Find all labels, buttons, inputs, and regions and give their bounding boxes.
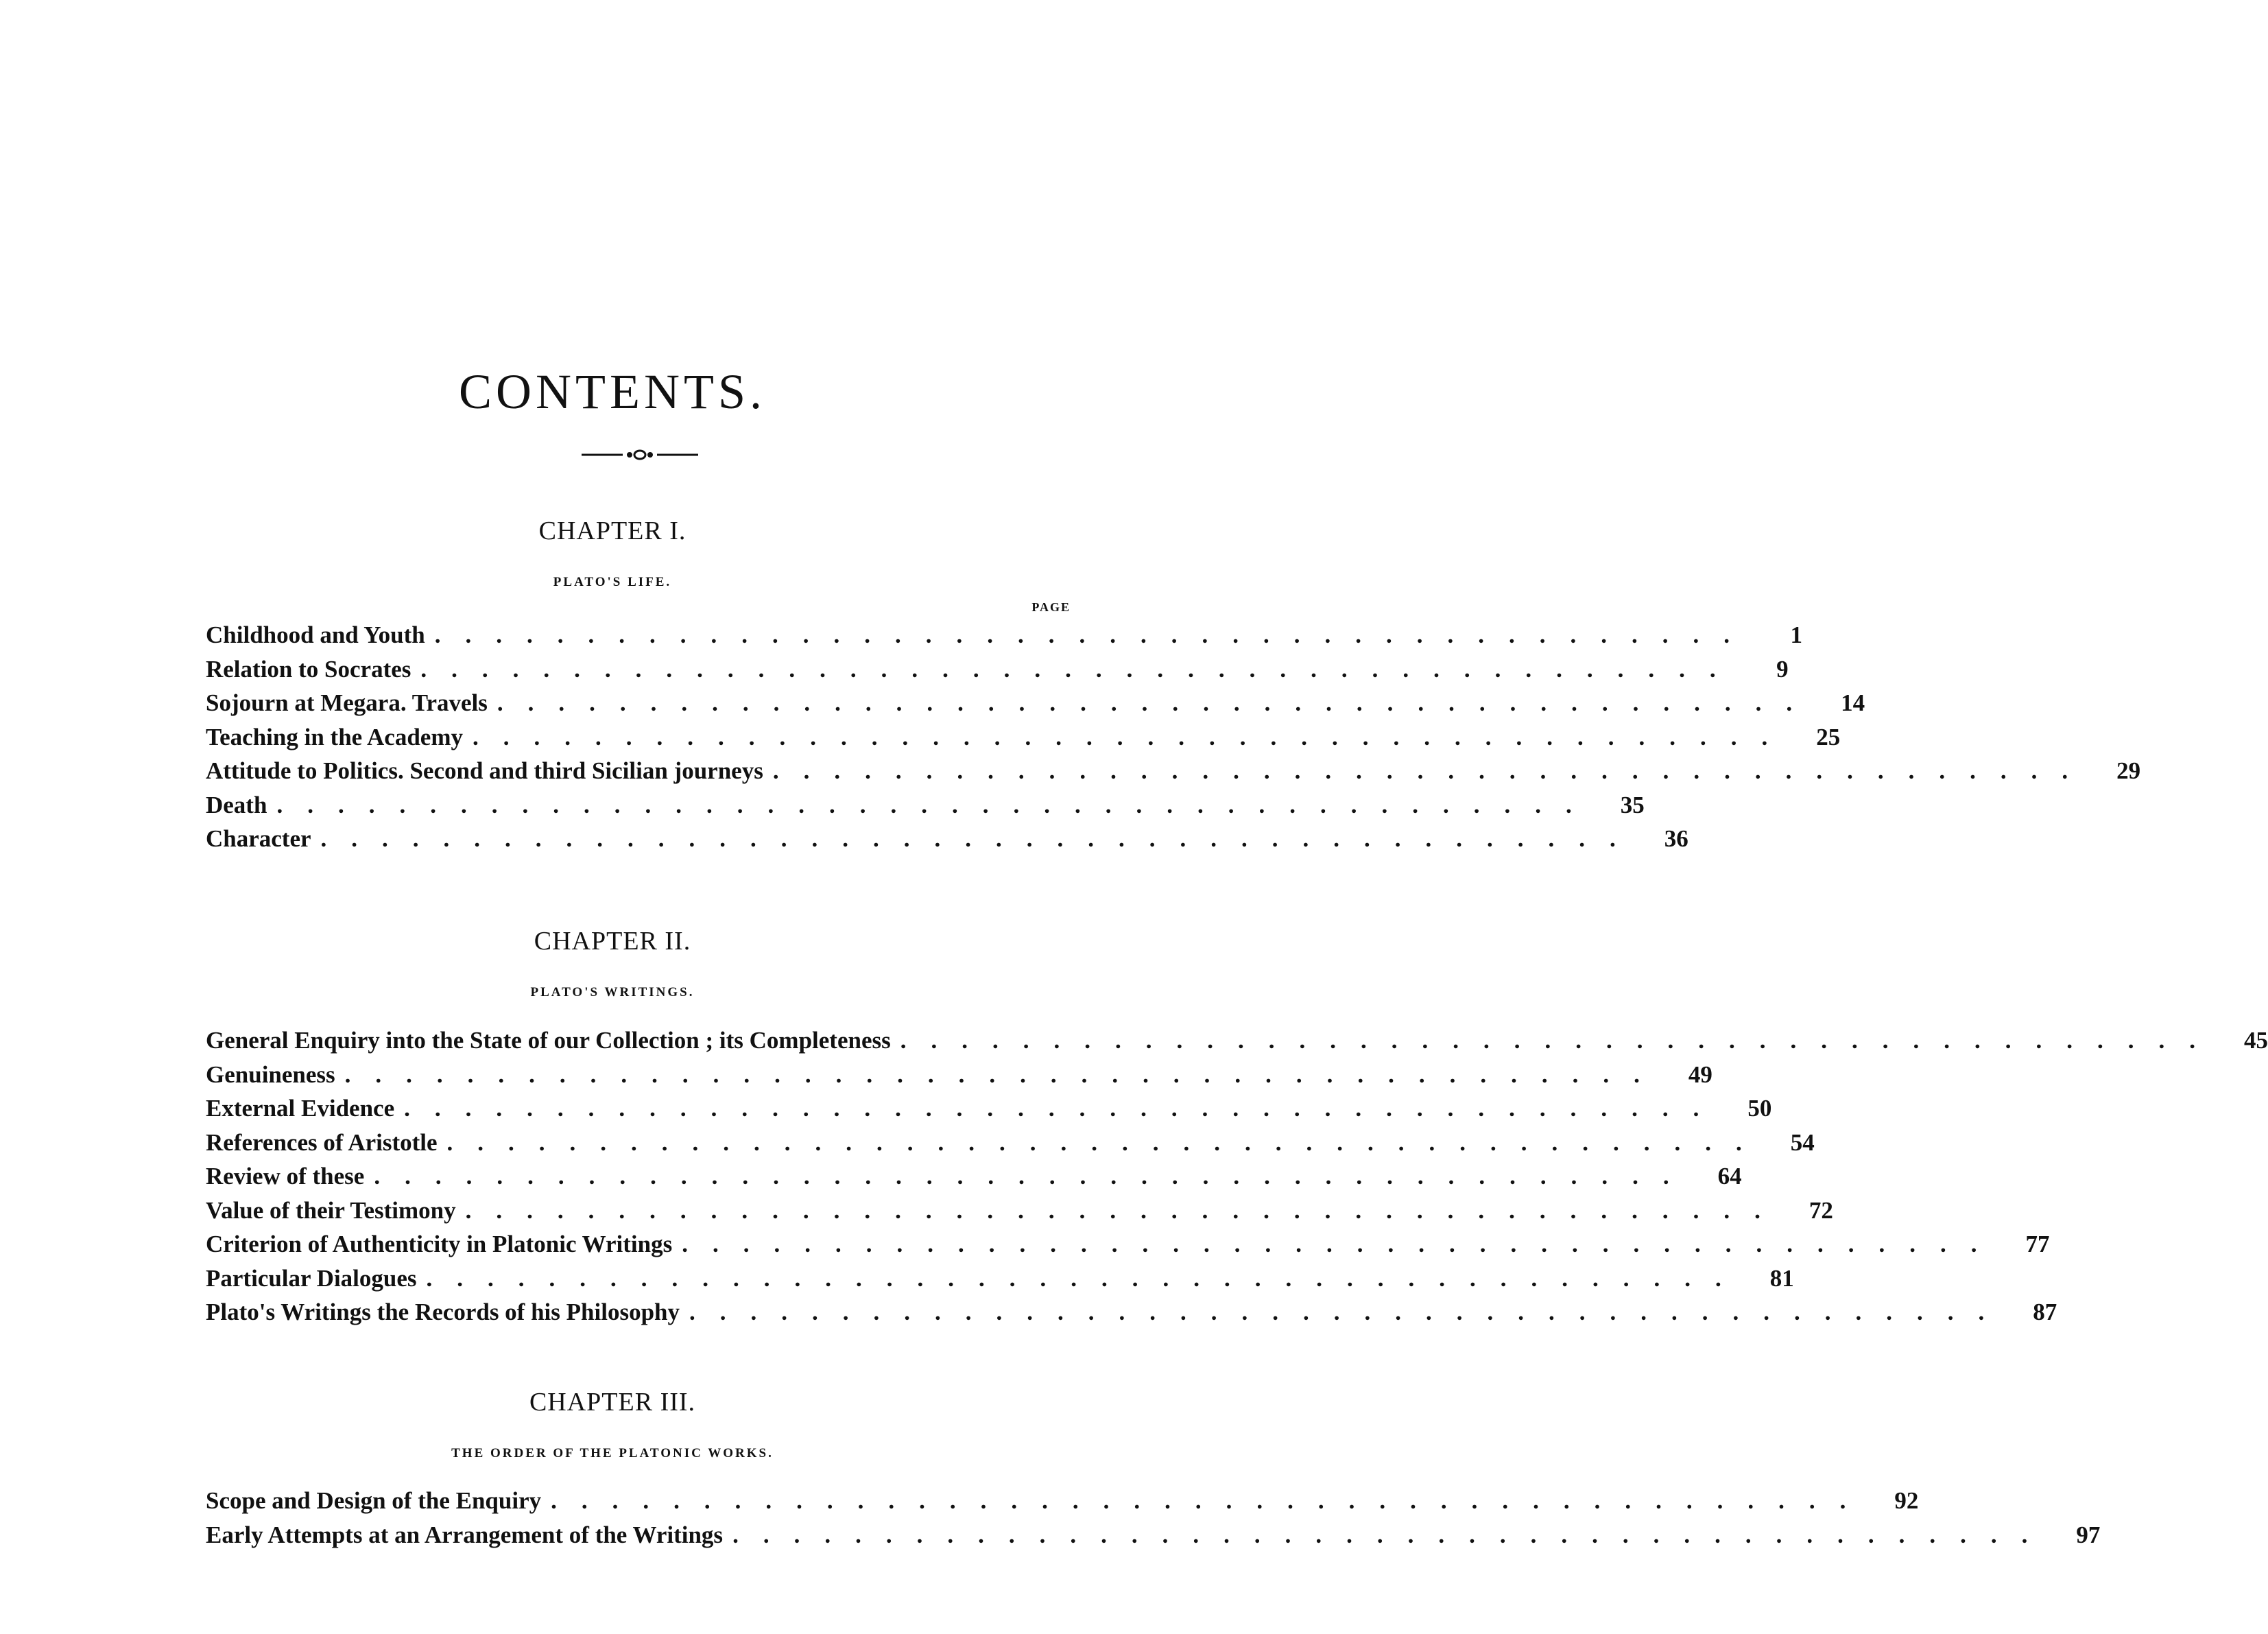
toc-entry (206, 621, 1802, 656)
toc-entry-label: Scope and Design of the Enquiry (206, 1487, 542, 1514)
toc-entry-page: 25 (1816, 723, 1841, 750)
toc-entry-label: Criterion of Authenticity in Platonic Writings (206, 1231, 673, 1257)
toc-entry (206, 825, 1688, 860)
toc-entry-label: Character (206, 825, 311, 852)
toc-entry (206, 1061, 1712, 1096)
toc-entry-page: 87 (2033, 1299, 2057, 1325)
toc-entry-label: Childhood and Youth (206, 621, 425, 648)
toc-entry (206, 757, 2141, 792)
toc-entry-page: 64 (1717, 1163, 1742, 1189)
toc-entry-label: Review of these (206, 1163, 365, 1189)
toc-entry-label: Sojourn at Megara. Travels (206, 689, 488, 716)
toc-entry-page: 54 (1790, 1128, 1815, 1156)
page-column-label: PAGE (1031, 600, 1071, 614)
toc-entry (206, 791, 1645, 826)
toc-leader-dots: ........................................... (404, 1095, 1724, 1122)
toc-leader-dots: ........................................... (374, 1163, 1694, 1189)
chapter-subtitle: THE ORDER OF THE PLATONIC WORKS. (451, 1446, 774, 1460)
chapter-heading: CHAPTER I. (538, 517, 687, 545)
toc-leader-dots: ........................................... (551, 1487, 1871, 1514)
toc-entry-label: Attitude to Politics. Second and third Sicilian journeys (206, 757, 763, 784)
toc-entry-label: Plato's Writings the Records of his Philosophy (206, 1299, 680, 1325)
toc-entry-label: Death (206, 791, 267, 818)
toc-entry (206, 1128, 1815, 1163)
toc-entry-page: 45 (2243, 1027, 2268, 1054)
toc-entry-label: Value of their Testimony (206, 1196, 456, 1224)
toc-list (206, 1027, 2268, 1333)
toc-entry-page: 77 (2025, 1231, 2050, 1257)
toc-entry-label: Early Attempts at an Arrangement of the Writings (206, 1521, 724, 1548)
toc-leader-dots: ........................................... (420, 655, 1741, 683)
toc-entry-page: 29 (2116, 757, 2141, 784)
toc-entry (206, 1163, 1742, 1197)
toc-leader-dots: ........................................... (434, 621, 1754, 648)
toc-entry-page: 50 (1747, 1095, 1772, 1122)
toc-entry-page: 92 (1894, 1487, 1919, 1514)
toc-entry-page: 49 (1688, 1061, 1712, 1088)
toc-leader-dots: ........................................... (320, 825, 1640, 852)
toc-entry-page: 1 (1790, 621, 1802, 648)
toc-leader-dots: ........................................... (344, 1061, 1664, 1088)
toc-entry (206, 1231, 2050, 1265)
toc-leader-dots: ........................................... (772, 757, 2093, 784)
toc-entry-page: 97 (2076, 1521, 2101, 1548)
chapter-subtitle: PLATO'S WRITINGS. (530, 985, 695, 999)
chapter-heading: CHAPTER III. (529, 1388, 696, 1417)
toc-leader-dots: ........................................... (497, 689, 1817, 716)
toc-leader-dots: ........................................... (732, 1521, 2053, 1548)
toc-entry-page: 9 (1776, 655, 1789, 683)
toc-leader-dots: ........................................... (426, 1264, 1746, 1292)
toc-entry (206, 1027, 2268, 1061)
toc-entry (206, 723, 1841, 758)
toc-leader-dots: ........................................... (465, 1196, 1785, 1224)
toc-entry-label: Genuineness (206, 1061, 335, 1088)
toc-leader-dots: ........................................... (473, 723, 1793, 750)
toc-entry (206, 1487, 1919, 1521)
toc-entry (206, 689, 1865, 724)
toc-entry (206, 1521, 2101, 1556)
toc-entry-page: 35 (1620, 791, 1645, 818)
toc-entry-page: 36 (1664, 825, 1688, 852)
toc-entry-label: External Evidence (206, 1095, 395, 1122)
toc-entry (206, 1095, 1772, 1129)
toc-entry-label: Teaching in the Academy (206, 723, 463, 750)
toc-list (206, 621, 2141, 860)
toc-leader-dots: ........................................... (900, 1027, 2220, 1054)
toc-entry-label: General Enquiry into the State of our Collection ; its Completeness (206, 1027, 891, 1054)
toc-leader-dots: ........................................... (682, 1231, 2002, 1257)
toc-leader-dots: ........................................... (446, 1128, 1767, 1156)
toc-leader-dots: ........................................... (276, 791, 1597, 818)
toc-leader-dots: ........................................... (689, 1299, 2009, 1325)
chapter-subtitle: PLATO'S LIFE. (553, 575, 672, 589)
chapter-heading: CHAPTER II. (534, 927, 691, 956)
toc-entry (206, 1196, 1833, 1231)
page-title: CONTENTS. (459, 364, 766, 419)
toc-entry-label: Relation to Socrates (206, 655, 411, 683)
toc-entry-page: 81 (1769, 1264, 1794, 1292)
toc-entry (206, 655, 1789, 690)
toc-entry-label: References of Aristotle (206, 1128, 438, 1156)
ornament-divider (582, 447, 698, 462)
toc-entry (206, 1299, 2057, 1333)
toc-entry-page: 14 (1841, 689, 1865, 716)
toc-entry-page: 72 (1809, 1196, 1833, 1224)
toc-list (206, 1487, 2101, 1555)
toc-entry-label: Particular Dialogues (206, 1264, 417, 1292)
toc-entry (206, 1264, 1794, 1299)
